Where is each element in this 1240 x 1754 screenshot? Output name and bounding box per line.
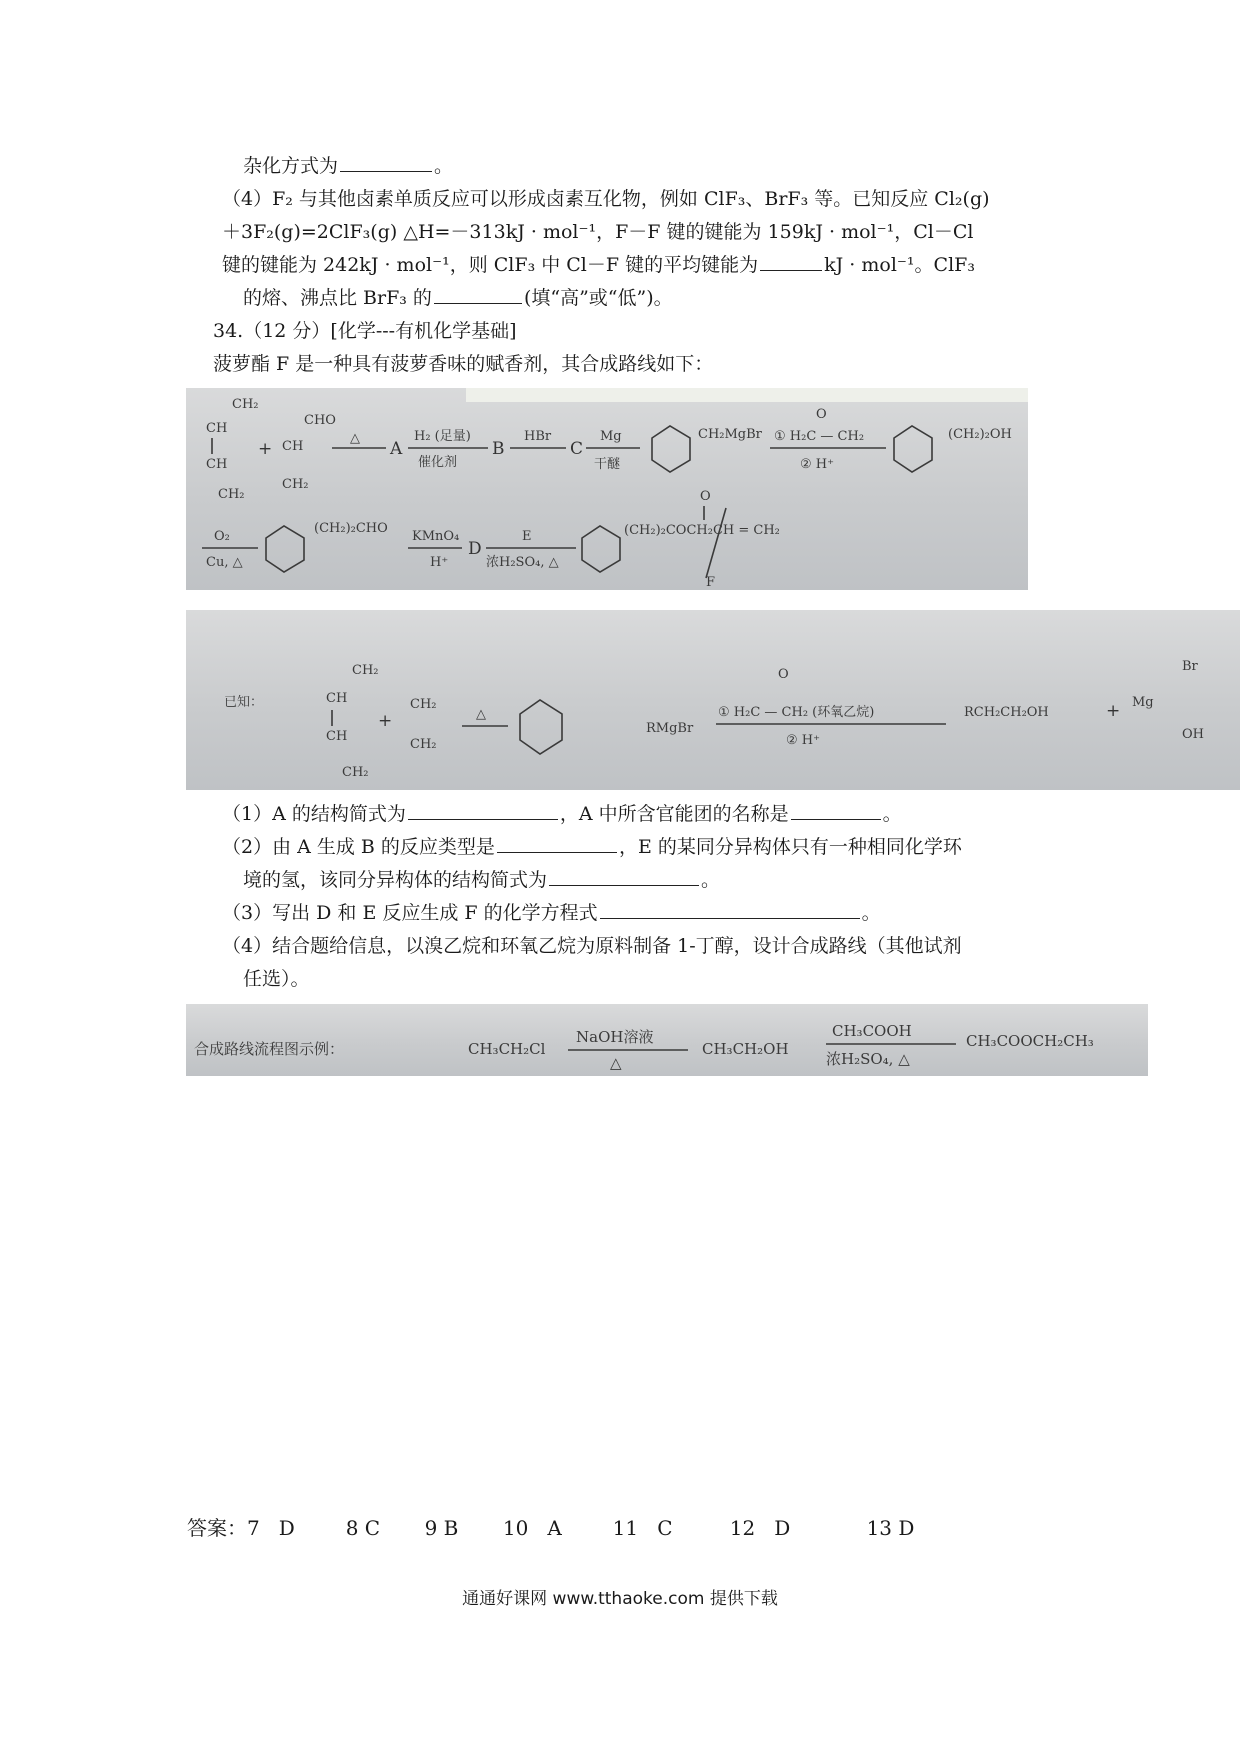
route-text: CH [206, 457, 228, 472]
route-text: △ [350, 431, 360, 446]
route-text: 干醚 [594, 457, 621, 472]
answer-blank[interactable] [600, 900, 860, 919]
footer-credit: 通通好课网 www.tthaoke.com 提供下载 [462, 1589, 778, 1609]
text: 杂化方式为 [243, 155, 339, 177]
answer-blank[interactable] [497, 834, 617, 853]
q33-line1 [243, 152, 453, 180]
route-text: CH₂MgBr [698, 427, 762, 442]
known-text: O [778, 667, 789, 682]
answer-blank[interactable] [340, 153, 432, 172]
example-text: CH₃COOCH₂CH₃ [966, 1032, 1094, 1050]
text: （1）A 的结构简式为 [222, 803, 406, 825]
route-text: + [258, 439, 273, 459]
known-text: + [378, 711, 393, 731]
known-text: Br [1182, 659, 1198, 674]
answer-blank[interactable] [760, 252, 822, 271]
known-text: ② H⁺ [786, 733, 820, 748]
answer-key: 答案：7 D 8 C 9 B 10 A 11 C 12 D 13 D [187, 1516, 915, 1540]
route-text: CH [282, 439, 304, 454]
q34-sub3 [222, 899, 881, 927]
q33-p4-line1: （4）F₂ 与其他卤素单质反应可以形成卤素互化物，例如 ClF₃、BrF₃ 等。已知反应 Cl₂(g) [222, 188, 990, 210]
q34-intro: 菠萝酯 F 是一种具有菠萝香味的赋香剂，其合成路线如下： [213, 353, 714, 375]
example-text: CH₃COOH [832, 1022, 912, 1040]
example-text: NaOH溶液 [576, 1028, 654, 1046]
example-route-image [186, 1004, 1148, 1076]
route-text: CHO [304, 413, 336, 428]
known-info-image [186, 610, 1240, 790]
q33-p4-line3 [222, 251, 975, 279]
route-text: A [390, 439, 403, 459]
known-text: CH [326, 729, 348, 744]
known-text: CH [326, 691, 348, 706]
q34-sub2-cont [243, 866, 720, 894]
text: ，A 中所含官能团的名称是 [559, 803, 789, 825]
route-text: KMnO₄ [412, 529, 460, 544]
known-text: CH₂ [352, 663, 379, 678]
example-text: CH₃CH₂Cl [468, 1040, 546, 1058]
q34-header: 34.（12 分）[化学---有机化学基础] [213, 320, 517, 342]
synthesis-route-image [186, 388, 1028, 590]
route-text: O [816, 407, 827, 422]
route-text: H₂ (足量) [414, 429, 471, 444]
known-text: CH₂ [342, 765, 369, 780]
q34-sub2 [222, 833, 962, 861]
known-text: CH₂ [410, 697, 437, 712]
text: 。 [861, 902, 881, 924]
route-text: F [706, 575, 716, 590]
route-text: CH₂ [282, 477, 309, 492]
route-text: O₂ [214, 529, 230, 544]
route-text: D [468, 539, 482, 559]
text: （2）由 A 生成 B 的反应类型是 [222, 836, 495, 858]
route-text: 催化剂 [418, 455, 458, 470]
route-text: (CH₂)₂OH [948, 427, 1012, 442]
q34-sub4-cont: 任选）。 [243, 968, 310, 990]
text: 。 [882, 803, 902, 825]
q33-p4-line2: ＋3F₂(g)=2ClF₃(g) △H=－313kJ · mol⁻¹，F－F 键的键能为 159kJ · mol⁻¹，Cl－Cl [222, 221, 974, 243]
text: 的熔、沸点比 BrF₃ 的 [243, 287, 432, 309]
answer-blank[interactable] [434, 285, 522, 304]
route-text: ① H₂C — CH₂ [774, 429, 865, 444]
text: (填“高”或“低”)。 [523, 287, 673, 309]
text: kJ · mol⁻¹。ClF₃ [824, 254, 975, 276]
example-text: 合成路线流程图示例： [194, 1040, 345, 1058]
route-text: (CH₂)₂CHO [314, 521, 388, 536]
route-text: O [700, 489, 711, 504]
text: （3）写出 D 和 E 反应生成 F 的化学方程式 [222, 902, 598, 924]
q34-sub4: （4）结合题给信息，以溴乙烷和环氧乙烷为原料制备 1-丁醇，设计合成路线（其他试剂 [222, 935, 962, 957]
route-text: Mg [600, 429, 622, 444]
known-text: OH [1182, 727, 1204, 742]
example-text: △ [610, 1054, 622, 1072]
route-text: CH₂ [218, 487, 245, 502]
q33-p4-line4 [243, 284, 673, 312]
route-text: B [492, 439, 505, 459]
route-text: Cu, △ [206, 555, 243, 570]
known-text: CH₂ [410, 737, 437, 752]
example-text: CH₃CH₂OH [702, 1040, 789, 1058]
text: 。 [701, 869, 721, 891]
route-text: HBr [524, 429, 552, 444]
answer-blank[interactable] [408, 801, 558, 820]
route-text: H⁺ [430, 555, 449, 570]
route-text: ② H⁺ [800, 457, 834, 472]
route-text: (CH₂)₂COCH₂CH = CH₂ [624, 523, 780, 538]
answer-blank[interactable] [791, 801, 881, 820]
known-text: Mg [1132, 695, 1154, 710]
answer-blank[interactable] [549, 867, 699, 886]
known-text: △ [476, 707, 486, 722]
text: ，E 的某同分异构体只有一种相同化学环 [618, 836, 962, 858]
route-text: CH [206, 421, 228, 436]
known-text: 已知： [224, 695, 264, 710]
known-text: ① H₂C — CH₂ (环氧乙烷) [718, 705, 875, 720]
q34-sub1 [222, 800, 902, 828]
known-text: + [1106, 701, 1121, 721]
route-text: CH₂ [232, 397, 259, 412]
known-text: RMgBr [646, 721, 694, 736]
route-text: 浓H₂SO₄, △ [486, 555, 559, 570]
text: 境的氢，该同分异构体的结构简式为 [243, 869, 548, 891]
example-text: 浓H₂SO₄, △ [826, 1050, 910, 1068]
route-text: E [522, 529, 532, 544]
route-text: C [570, 439, 584, 459]
text: 键的键能为 242kJ · mol⁻¹，则 ClF₃ 中 Cl－F 键的平均键能为 [222, 254, 759, 276]
text: 。 [434, 155, 454, 177]
known-text: RCH₂CH₂OH [964, 705, 1049, 720]
